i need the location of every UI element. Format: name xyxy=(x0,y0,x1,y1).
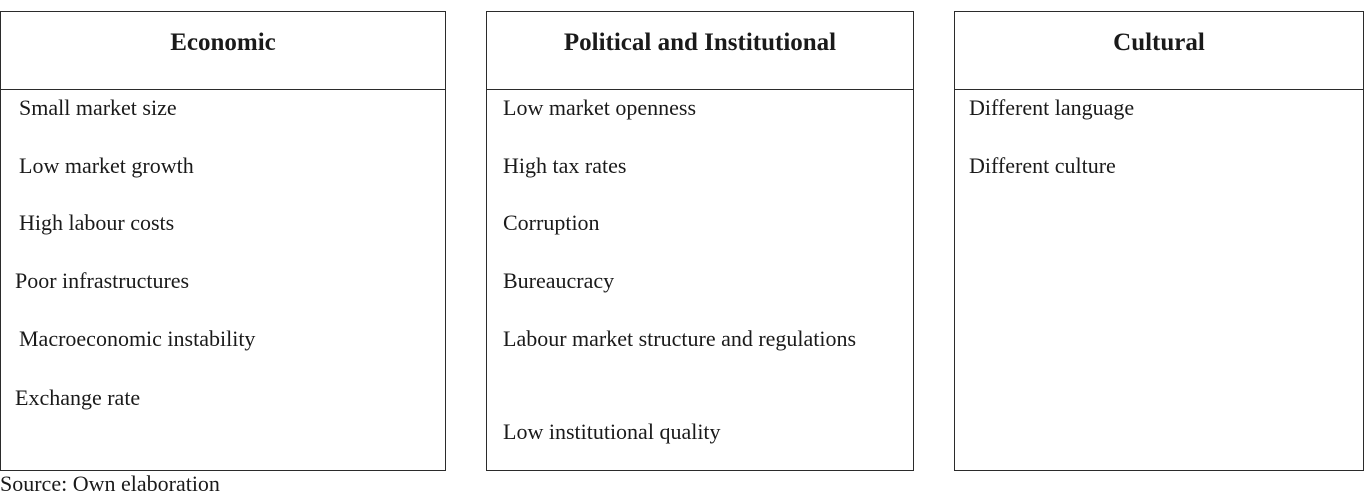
political-item: High tax rates xyxy=(503,153,627,178)
political-institutional-header: Political and Institutional xyxy=(487,12,913,90)
economic-item: High labour costs xyxy=(19,210,175,235)
political-item: Low market openness xyxy=(503,95,697,120)
economic-item: Small market size xyxy=(19,95,177,120)
economic-header: Economic xyxy=(1,12,445,90)
economic-box xyxy=(0,11,446,471)
cultural-item: Different culture xyxy=(969,153,1116,178)
political-item: Labour market structure and regulations xyxy=(503,326,857,351)
political-item: Corruption xyxy=(503,210,600,235)
political-item: Bureaucracy xyxy=(503,268,615,293)
political-item: Low institutional quality xyxy=(503,419,721,444)
cultural-box xyxy=(954,11,1364,471)
economic-item: Poor infrastructures xyxy=(15,268,190,293)
economic-item: Low market growth xyxy=(19,153,194,178)
economic-item: Exchange rate xyxy=(15,385,141,410)
source-note: Source: Own elaboration xyxy=(0,471,220,496)
political-institutional-box xyxy=(486,11,914,471)
cultural-header: Cultural xyxy=(955,12,1363,90)
economic-item: Macroeconomic instability xyxy=(19,326,256,351)
cultural-item: Different language xyxy=(969,95,1135,120)
